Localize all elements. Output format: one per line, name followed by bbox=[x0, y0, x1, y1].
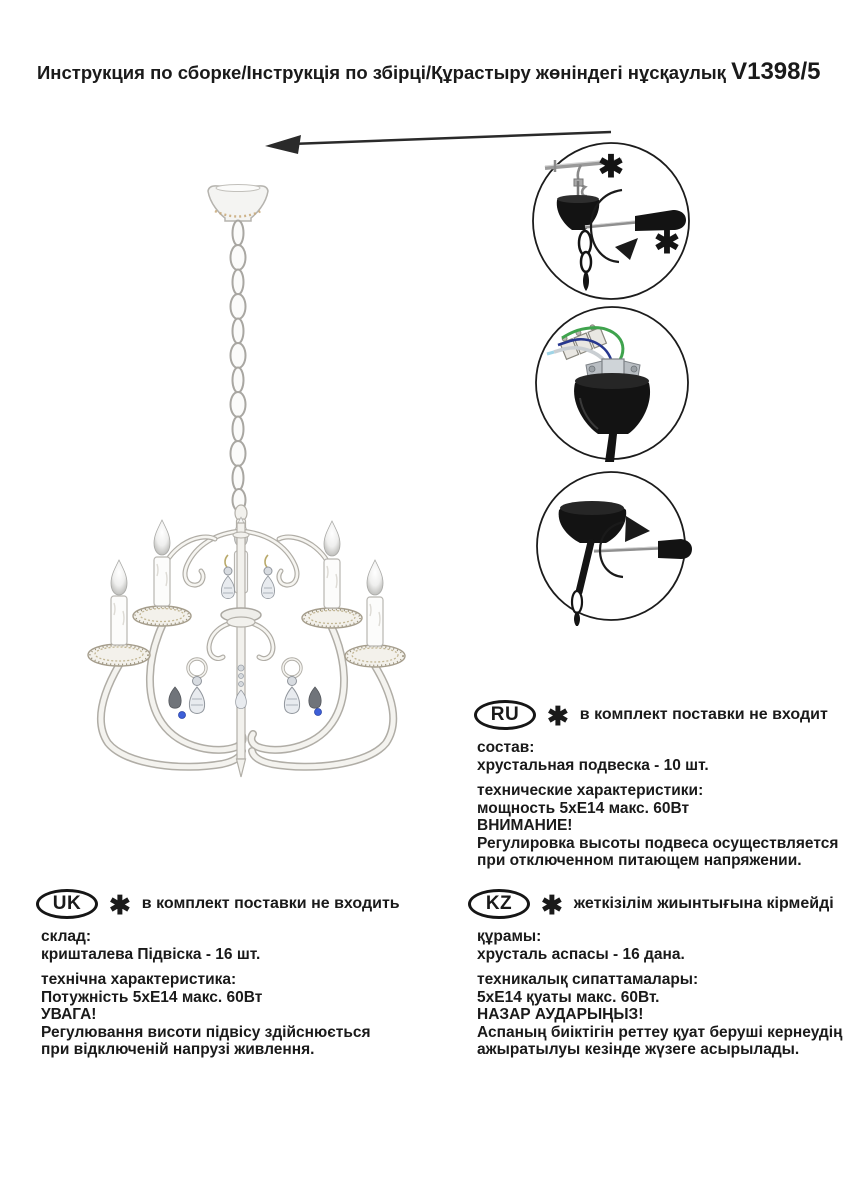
composition-label: склад: bbox=[41, 928, 92, 945]
section-ru bbox=[474, 700, 848, 870]
warning-title: НАЗАР АУДАРЫҢЫЗ! bbox=[477, 1006, 644, 1023]
model-number: V1398/5 bbox=[731, 58, 821, 85]
hanging-chain bbox=[231, 221, 246, 512]
composition-value: кришталева Підвіска - 16 шт. bbox=[41, 945, 261, 963]
specs-label: технические характеристики: bbox=[477, 782, 704, 799]
section-kz-header bbox=[468, 889, 848, 919]
language-badge-ru: RU bbox=[474, 700, 536, 730]
specs-label: технічна характеристика: bbox=[41, 971, 237, 988]
asterisk-mark: ✱ bbox=[541, 890, 563, 920]
kit-note-ru: в комплект поставки не входит bbox=[579, 706, 828, 723]
canopy bbox=[208, 185, 268, 222]
warning-line: ажыратылуы кезінде жүзеге асырылады. bbox=[477, 1041, 800, 1058]
composition-label: құрамы: bbox=[477, 928, 542, 945]
specs-value: 5хЕ14 қуаты макс. 60Вт. bbox=[477, 988, 660, 1006]
chandelier-arms bbox=[101, 626, 393, 767]
language-badge-kz: KZ bbox=[468, 889, 530, 919]
composition-value: хрусталь аспасы - 16 дана. bbox=[477, 945, 685, 963]
warning-title: ВНИМАНИЕ! bbox=[477, 817, 573, 834]
kit-note-uk: в комплект поставки не входить bbox=[141, 895, 400, 912]
asterisk-mark: ✱ bbox=[654, 225, 680, 260]
warning-line: при відключеній напрузі живлення. bbox=[41, 1041, 315, 1058]
warning-line: Регулювання висоти підвісу здійснюється bbox=[41, 1023, 371, 1041]
warning-line: Аспаның биіктігін реттеу қуат беруші кернеудің bbox=[477, 1023, 843, 1041]
section-uk-header bbox=[36, 889, 416, 919]
diagram-wiring bbox=[528, 303, 700, 465]
diagram-hook-mount bbox=[525, 135, 703, 307]
section-kz bbox=[468, 889, 848, 1059]
section-ru-header bbox=[474, 700, 848, 730]
chandelier-illustration bbox=[60, 163, 450, 788]
diagram-rod-mount bbox=[528, 468, 700, 626]
warning-line: при отключенном питающем напряжении. bbox=[477, 852, 802, 869]
specs-value: Потужність 5хЕ14 макс. 60Вт bbox=[41, 988, 263, 1006]
page-title bbox=[37, 58, 821, 86]
asterisk-mark: ✱ bbox=[547, 701, 569, 731]
asterisk-mark: ✱ bbox=[109, 890, 131, 920]
specs-value: мощность 5хЕ14 макс. 60Вт bbox=[477, 799, 690, 817]
page-title-text: Инструкция по сборке/Інструкція по збірці/Құрастыру жөніндегі нұсқаулық bbox=[37, 62, 726, 83]
kit-note-kz: жеткізілім жиынтығына кірмейді bbox=[573, 895, 834, 912]
asterisk-mark: ✱ bbox=[598, 149, 624, 184]
specs-label: техникалық сипаттамалары: bbox=[477, 971, 699, 988]
composition-value: хрустальная подвеска - 10 шт. bbox=[477, 756, 709, 774]
warning-line: Регулировка высоты подвеса осуществляется bbox=[477, 834, 839, 852]
section-uk bbox=[36, 889, 416, 1059]
composition-label: состав: bbox=[477, 739, 535, 756]
language-badge-uk: UK bbox=[36, 889, 98, 919]
warning-title: УВАГА! bbox=[41, 1006, 97, 1023]
